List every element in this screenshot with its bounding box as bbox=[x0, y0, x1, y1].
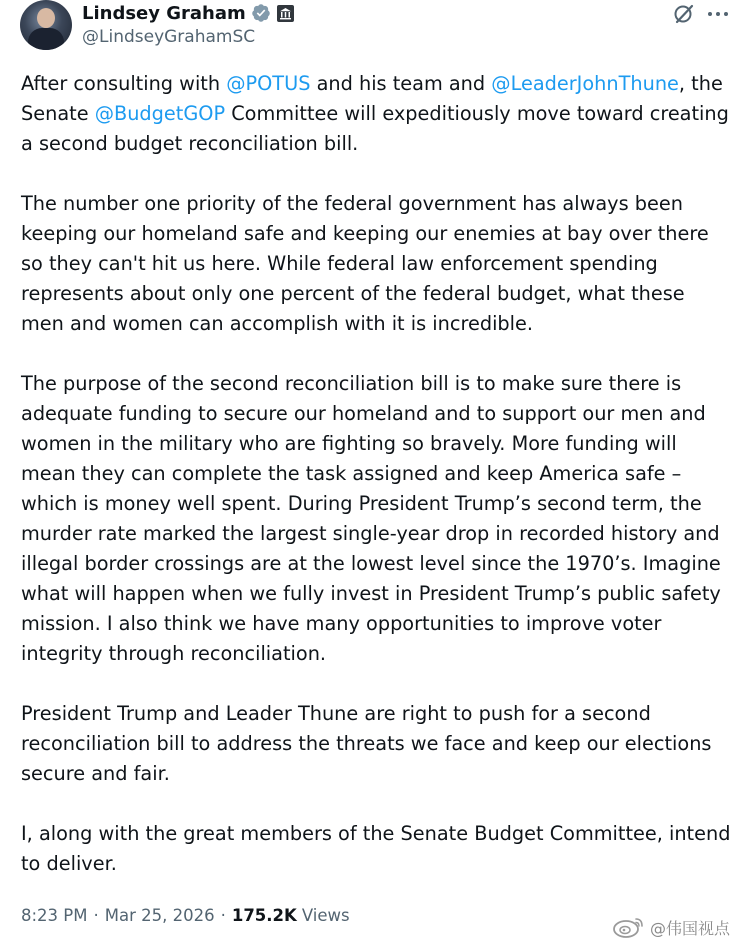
grok-slash-icon[interactable] bbox=[672, 2, 696, 26]
ellipsis-icon[interactable] bbox=[705, 2, 731, 26]
tweet-paragraph-5: I, along with the great members of the Senate Budget Committee, intend to deliver. bbox=[21, 822, 731, 875]
tweet-text bbox=[21, 69, 733, 909]
mention-budgetgop-link[interactable]: @BudgetGOP bbox=[94, 102, 226, 125]
watermark-text: @伟国视点 bbox=[650, 918, 731, 938]
author-name-row bbox=[82, 1, 294, 25]
tweet-text-segment: Committee will expeditiously move toward creating a second budget reconciliation bill. bbox=[21, 102, 729, 155]
author-display-name[interactable]: Lindsey Graham bbox=[82, 2, 246, 24]
author-handle[interactable]: @LindseyGrahamSC bbox=[82, 27, 256, 47]
mention-potus-link[interactable]: @POTUS bbox=[226, 72, 311, 95]
avatar[interactable] bbox=[20, 0, 72, 50]
tweet-meta bbox=[21, 902, 350, 928]
views-label: Views bbox=[301, 905, 350, 925]
avatar-suit bbox=[28, 28, 64, 50]
watermark bbox=[612, 912, 730, 942]
verified-checkmark-icon bbox=[251, 3, 271, 23]
tweet-text-segment: and his team and bbox=[310, 72, 492, 95]
views-count: 175.2K bbox=[231, 905, 297, 925]
tweet-paragraph-3: The purpose of the second reconciliation bill is to make sure there is adequate funding to secure our homeland and to support our men and women in the military who are fighting so bravely. More funding will mean they can complete the task assigned and keep America safe – which is money well spent. During President Trump’s second term, the murder rate marked the largest single-year drop in recorded history and illegal border crossings are at the lowest level since the 1970’s. Imagine what will happen when we fully invest in President Trump’s public safety mission. I also think we have many opportunities to improve voter integrity through reconciliation. bbox=[21, 372, 721, 665]
government-building-icon bbox=[277, 5, 294, 22]
tweet-text-segment: , the Senate bbox=[21, 72, 723, 125]
tweet-paragraph-1 bbox=[21, 69, 733, 159]
avatar-head bbox=[37, 8, 55, 28]
meta-separator: · bbox=[93, 905, 99, 925]
tweet-text-segment: After consulting with bbox=[21, 72, 227, 95]
tweet-time[interactable]: 8:23 PM bbox=[21, 905, 88, 925]
tweet-paragraph-4: President Trump and Leader Thune are right to push for a second reconciliation bill to address the threats we face and keep our elections secure and fair. bbox=[21, 702, 712, 785]
mention-leaderjohnthune-link[interactable]: @LeaderJohnThune bbox=[491, 72, 679, 95]
tweet-date[interactable]: Mar 25, 2026 bbox=[104, 905, 215, 925]
tweet-paragraph-2: The number one priority of the federal government has always been keeping our homeland safe and keeping our enemies at bay over there so they can't hit us here. While federal law enforcement spending represents about only one percent of the federal budget, what these men and women can accomplish with it is incredible. bbox=[21, 192, 709, 335]
meta-separator: · bbox=[220, 905, 226, 925]
weibo-logo-icon bbox=[612, 915, 646, 939]
